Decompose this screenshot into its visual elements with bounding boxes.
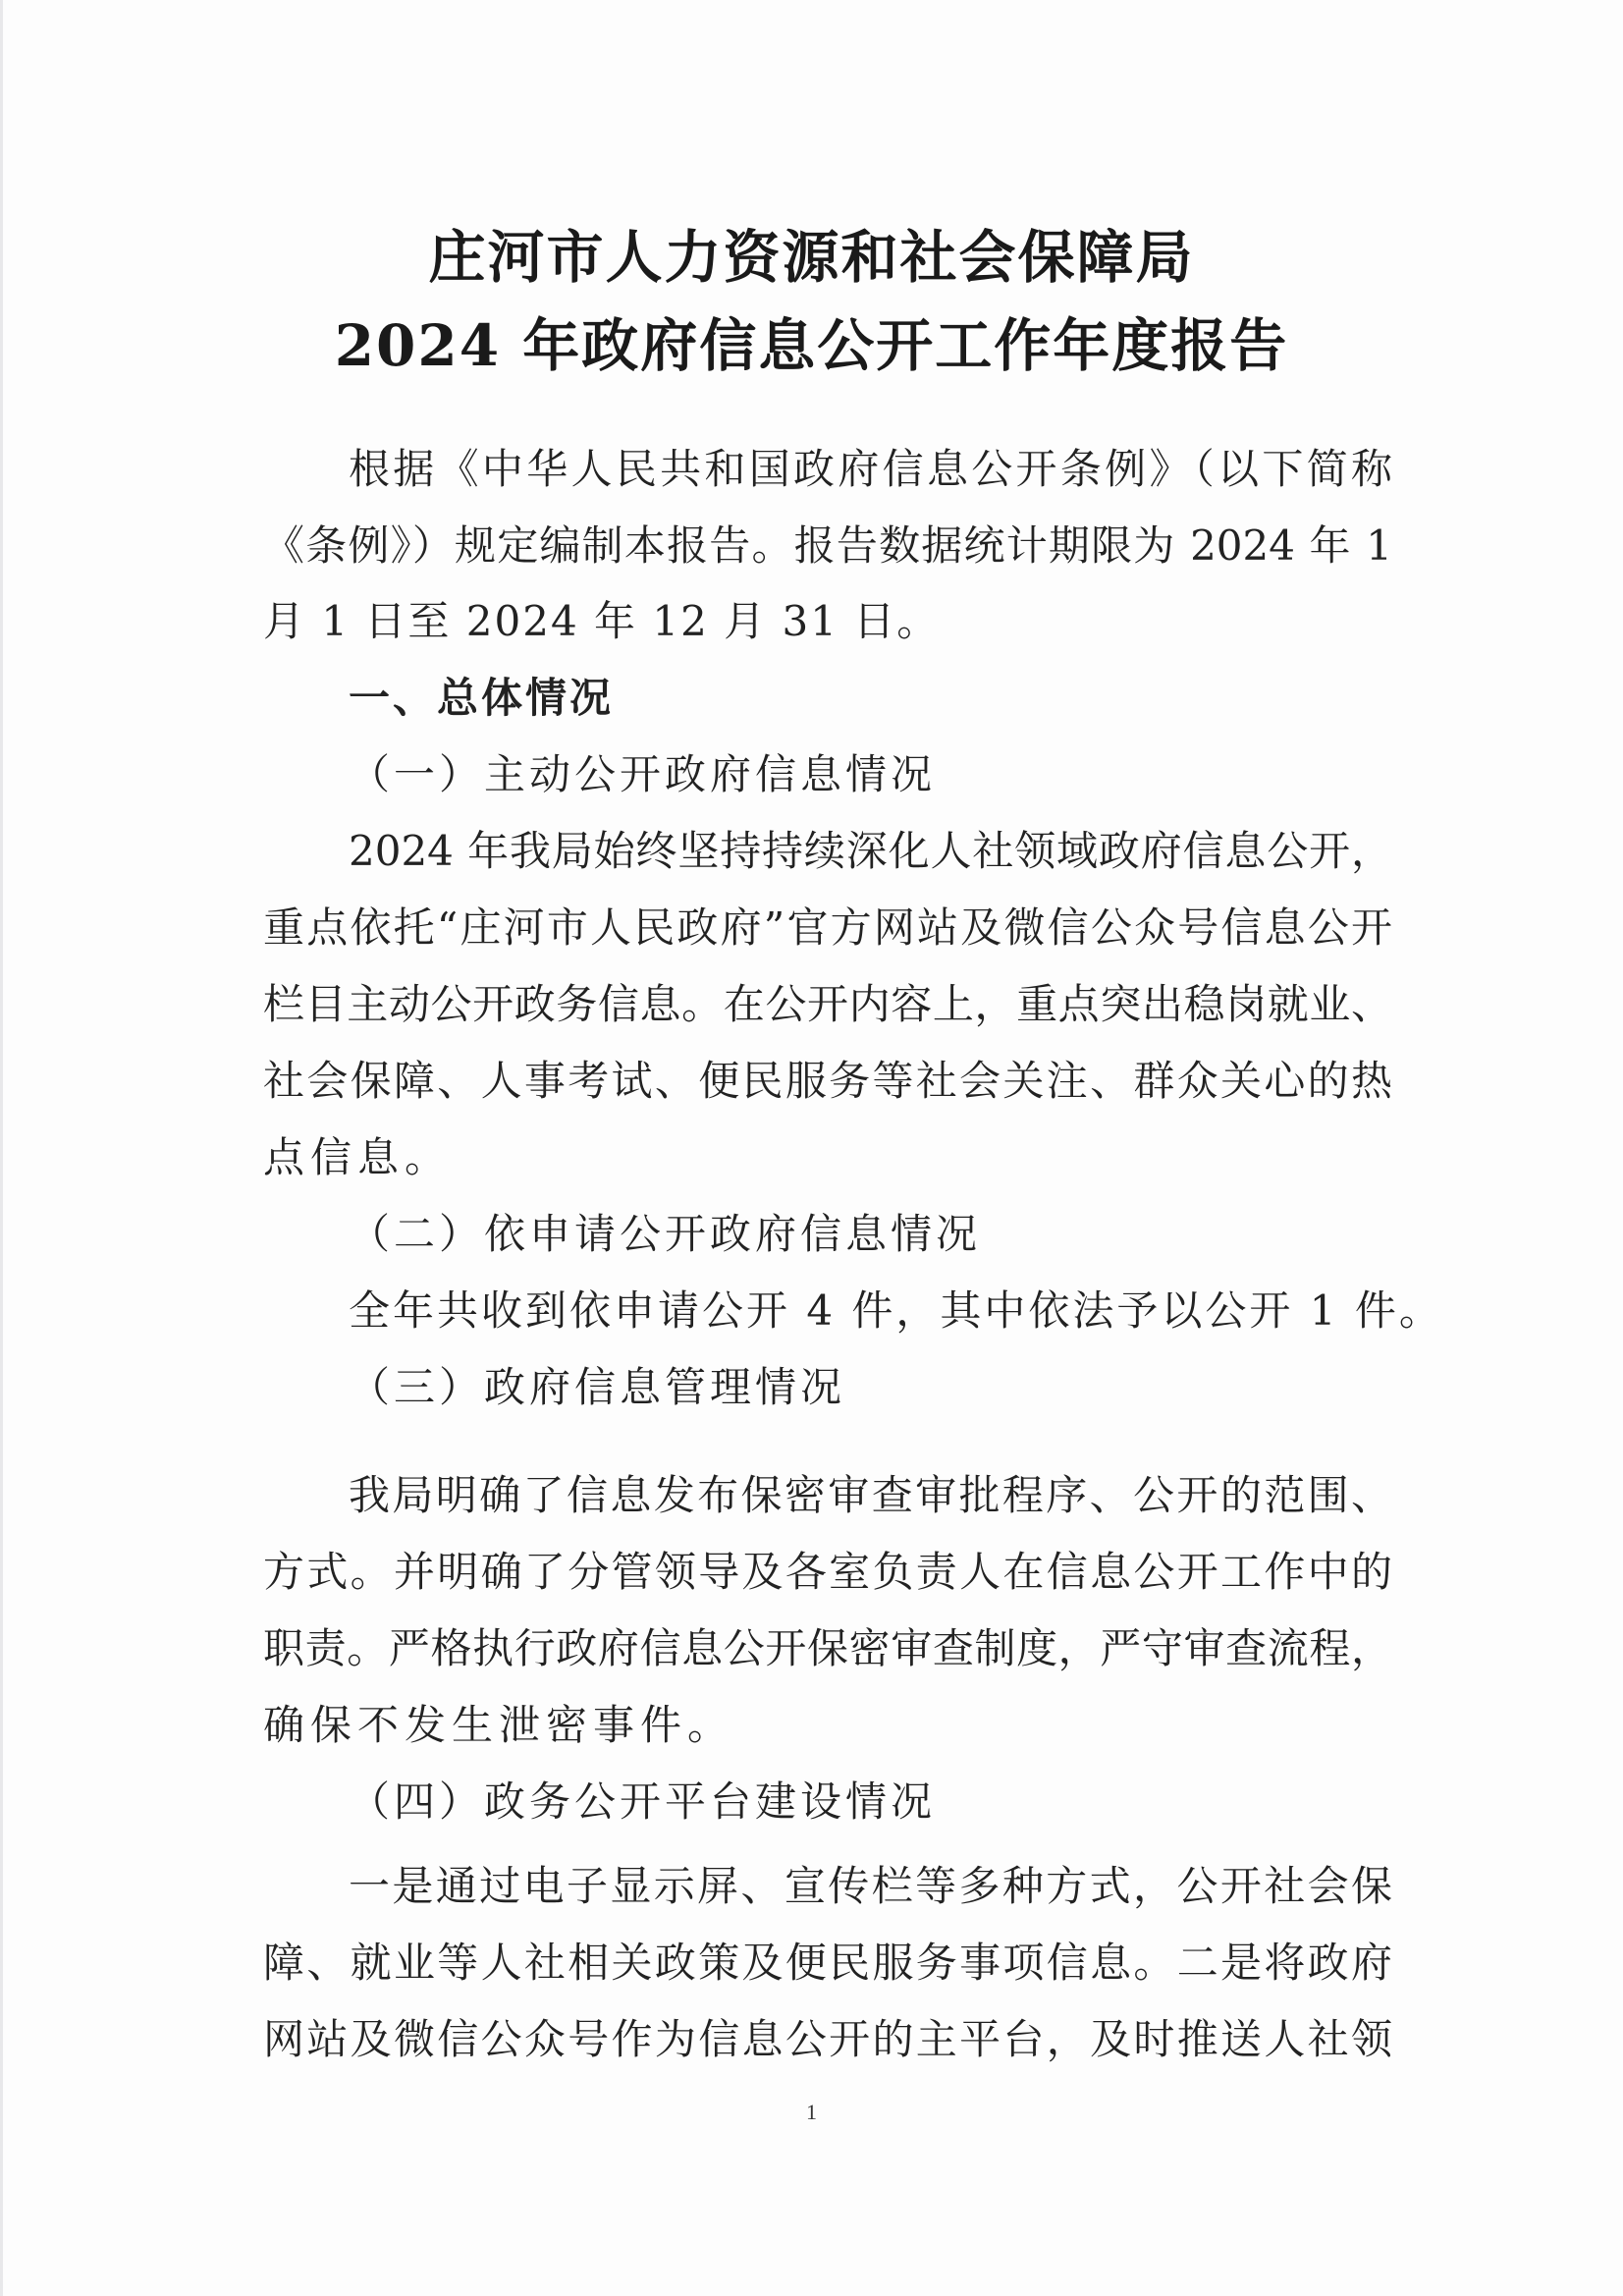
subsection-heading-1: （一）主动公开政府信息情况	[349, 750, 937, 798]
subsection-4-line-2: 障、就业等人社相关政策及便民服务事项信息。二是将政府	[263, 1939, 1392, 1987]
subsection-3-line-3: 职责。严格执行政府信息公开保密审查制度，严守审查流程，	[263, 1624, 1392, 1672]
page-number: 1	[806, 2100, 817, 2124]
intro-line-3: 月 1 日至 2024 年 12 月 31 日。	[263, 597, 941, 645]
subsection-2-line-1: 全年共收到依申请公开 4 件，其中依法予以公开 1 件。	[349, 1286, 1443, 1335]
subsection-1-line-2: 重点依托“庄河市人民政府”官方网站及微信公众号信息公开	[263, 903, 1392, 952]
intro-line-1: 根据《中华人民共和国政府信息公开条例》（以下简称	[349, 445, 1392, 493]
subsection-1-line-3: 栏目主动公开政务信息。在公开内容上，重点突出稳岗就业、	[263, 980, 1392, 1028]
section-heading-overall: 一、总体情况	[349, 674, 615, 722]
subsection-3-line-1: 我局明确了信息发布保密审查审批程序、公开的范围、	[349, 1471, 1392, 1519]
subsection-3-line-2: 方式。并明确了分管领导及各室负责人在信息公开工作中的	[263, 1548, 1392, 1596]
subsection-4-line-3: 网站及微信公众号作为信息公开的主平台，及时推送人社领	[263, 2015, 1392, 2063]
subsection-1-line-1: 2024 年我局始终坚持持续深化人社领域政府信息公开，	[349, 827, 1392, 875]
subsection-3-line-4: 确保不发生泄密事件。	[263, 1701, 735, 1749]
subsection-1-line-5: 点信息。	[263, 1133, 453, 1181]
intro-line-2: 《条例》）规定编制本报告。报告数据统计期限为 2024 年 1	[263, 521, 1392, 570]
subsection-1-line-4: 社会保障、人事考试、便民服务等社会关注、群众关心的热	[263, 1057, 1392, 1105]
subsection-4-line-1: 一是通过电子显示屏、宣传栏等多种方式，公开社会保	[349, 1862, 1392, 1910]
document-title-line-1: 庄河市人力资源和社会保障局	[428, 224, 1195, 291]
subsection-heading-2: （二）依申请公开政府信息情况	[349, 1210, 982, 1258]
subsection-heading-3: （三）政府信息管理情况	[349, 1363, 846, 1411]
document-title-line-2: 2024 年政府信息公开工作年度报告	[334, 312, 1289, 379]
subsection-heading-4: （四）政务公开平台建设情况	[349, 1777, 937, 1826]
